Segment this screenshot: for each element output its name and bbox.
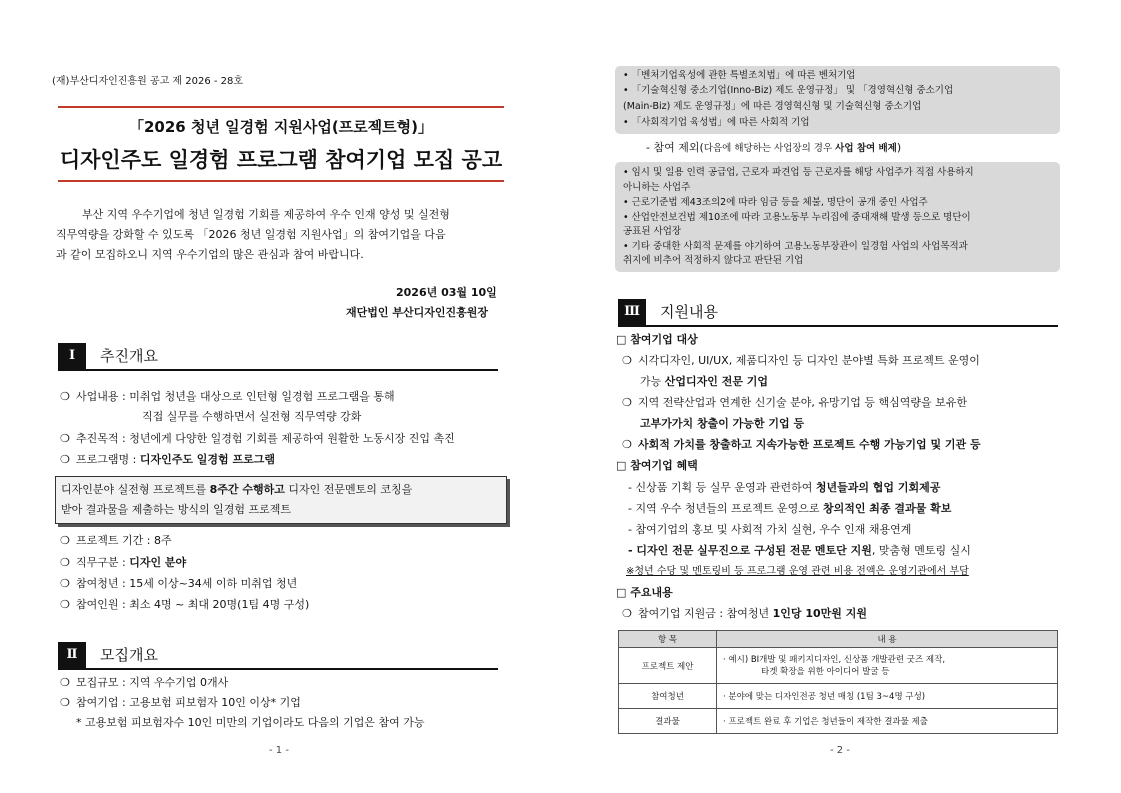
table-cell-content — [717, 648, 1058, 684]
overview-item-headcount: ❍ 참여인원 : 최소 4명 ~ 최대 20명(1팀 4명 구성) — [60, 598, 310, 611]
excluded-line-5: 공표된 사업장 — [623, 226, 682, 237]
excluded-line-6: • 기타 중대한 사회적 문제를 야기하여 고용노동부장관이 일경험 사업의 사업목적과 — [623, 241, 968, 252]
hollow-circle-icon: ❍ — [60, 676, 70, 689]
excluded-line-1: • 임시 및 일용 인력 공급업, 근로자 파견업 등 근로자를 해당 사업주가 직접 사용하지 — [623, 167, 974, 178]
page-number-1: - 1 - — [269, 745, 289, 756]
recruit-item-scale: ❍ 모집규모 : 지역 우수기업 0개사 — [60, 676, 229, 689]
table-cell-content: · 분야에 맞는 디자인전공 청년 매칭 (1팀 3~4명 구성) — [717, 684, 1058, 709]
support-table — [618, 630, 1058, 734]
hollow-circle-icon: ❍ — [60, 432, 70, 445]
hollow-circle-icon: ❍ — [60, 696, 70, 709]
recruit-note: * 고용보험 피보험자수 10인 미만의 기업이라도 다음의 기업은 참여 가능 — [76, 716, 425, 729]
hollow-circle-icon: ❍ — [60, 598, 70, 611]
title-line-2: 디자인주도 일경험 프로그램 참여기업 모집 공고 — [59, 148, 503, 172]
page-2 — [560, 0, 1121, 793]
table-header-content: 내 용 — [717, 631, 1058, 648]
cost-note: ※청년 수당 및 멘토링비 등 프로그램 운영 관련 비용 전액은 운영기관에서 부담 — [626, 566, 969, 577]
eligible-line-4: • 「사회적기업 육성법」에 따른 사회적 기업 — [623, 117, 810, 128]
overview-item-content: ❍ 사업내용 : 미취업 청년을 대상으로 인턴형 일경험 프로그램을 통해 — [60, 390, 395, 403]
hollow-circle-icon: ❍ — [622, 396, 632, 409]
hollow-circle-icon: ❍ — [622, 607, 632, 620]
notice-number: (재)부산디자인진흥원 공고 제 2026 - 28호 — [52, 76, 244, 87]
target-item-2-cont: 고부가가치 창출이 가능한 기업 등 — [640, 417, 805, 430]
table-header-item: 항 목 — [619, 631, 717, 648]
table-cell-item: 프로젝트 제안 — [619, 648, 717, 684]
program-description-line-2: 받아 결과물을 제출하는 방식의 일경험 프로젝트 — [61, 503, 292, 516]
excluded-line-4: • 산업안전보건법 제10조에 따라 고용노동부 누리집에 중대재해 발생 등으로 명단이 — [623, 212, 971, 223]
program-description-line-1: 디자인분야 실전형 프로젝트를 8주간 수행하고 디자인 전문멘토의 코칭을 — [61, 483, 413, 496]
eligible-companies-box — [615, 66, 1060, 134]
eligible-line-1: • 「벤처기업육성에 관한 특별조치법」에 따른 벤처기업 — [623, 70, 856, 81]
benefit-item-3: - 참여기업의 홍보 및 사회적 가치 실현, 우수 인재 채용연계 — [628, 523, 912, 536]
notice-date: 2026년 03월 10일 — [396, 286, 497, 299]
table-cell-content-line: 타겟 확장을 위한 아이디어 발굴 등 — [761, 666, 890, 677]
recruit-item-company: ❍ 참여기업 : 고용보험 피보험자 10인 이상* 기업 — [60, 696, 301, 709]
hollow-circle-icon: ❍ — [60, 453, 70, 466]
intro-line-2: 직무역량을 강화할 수 있도록 「2026 청년 일경험 지원사업」의 참여기업을 다음 — [56, 228, 446, 241]
target-heading: □ 참여기업 대상 — [616, 333, 698, 346]
table-cell-content: · 프로젝트 완료 후 기업은 청년들이 제작한 결과물 제출 — [717, 709, 1058, 734]
table-cell-item: 참여청년 — [619, 684, 717, 709]
section-2-number: Ⅱ — [58, 642, 86, 668]
hollow-circle-icon: ❍ — [60, 577, 70, 590]
overview-item-job: ❍ 직무구분 : 디자인 분야 — [60, 556, 187, 569]
section-1-title: 추진개요 — [100, 347, 158, 365]
benefit-heading: □ 참여기업 혜택 — [616, 459, 698, 472]
overview-item-purpose: ❍ 추진목적 : 청년에게 다양한 일경험 기회를 제공하여 원활한 노동시장 진입 촉진 — [60, 432, 455, 445]
overview-item-program-name: ❍ 프로그램명 : 디자인주도 일경험 프로그램 — [60, 453, 276, 466]
excluded-companies-box — [615, 162, 1060, 272]
overview-item-youth: ❍ 참여청년 : 15세 이상~34세 이하 미취업 청년 — [60, 577, 298, 590]
hollow-circle-icon: ❍ — [622, 438, 632, 451]
title-bottom-rule — [58, 180, 504, 182]
target-item-1: ❍ 시각디자인, UI/UX, 제품디자인 등 디자인 분야별 특화 프로젝트 운영이 — [622, 354, 980, 367]
table-header-row — [619, 631, 1058, 648]
target-item-3: ❍ 사회적 가치를 창출하고 지속가능한 프로젝트 수행 가능기업 및 기관 등 — [622, 438, 981, 451]
section-1-rule — [58, 369, 498, 371]
table-row — [619, 648, 1058, 684]
program-description-box — [55, 476, 507, 524]
eligible-line-2: • 「기술혁신형 중소기업(Inno-Biz) 제도 운영규정」 및 「경영혁신형 중소기업 — [623, 85, 954, 96]
section-3-rule — [618, 325, 1058, 327]
table-cell-item: 결과물 — [619, 709, 717, 734]
overview-item-period: ❍ 프로젝트 기간 : 8주 — [60, 534, 172, 547]
hollow-circle-icon: ❍ — [60, 534, 70, 547]
eligible-line-3: (Main-Biz) 제도 운영규정」에 따른 경영혁신형 및 기술혁신형 중소기업 — [623, 101, 922, 112]
excluded-line-7: 취지에 비추어 적정하지 않다고 판단된 기업 — [623, 255, 804, 266]
hollow-circle-icon: ❍ — [60, 390, 70, 403]
benefit-item-4: - 디자인 전문 실무진으로 구성된 전문 멘토단 지원, 맞춤형 멘토링 실시 — [628, 544, 971, 557]
section-2-rule — [58, 668, 498, 670]
section-1-header — [58, 343, 498, 369]
table-cell-content-line: · 예시) BI개발 및 패키지디자인, 신상품 개발관련 굿즈 제작, — [723, 654, 946, 665]
intro-line-3: 과 같이 모집하오니 지역 우수기업의 많은 관심과 참여 바랍니다. — [56, 248, 364, 261]
intro-line-1: 부산 지역 우수기업에 청년 일경험 기회를 제공하여 우수 인재 양성 및 실전형 — [82, 208, 450, 221]
subsidy-item: ❍ 참여기업 지원금 : 참여청년 1인당 10만원 지원 — [622, 607, 867, 620]
benefit-item-1: - 신상품 기획 등 실무 운영과 관련하여 청년들과의 협업 기회제공 — [628, 481, 941, 494]
hollow-circle-icon: ❍ — [622, 354, 632, 367]
issuing-org: 재단법인 부산디자인진흥원장 — [346, 306, 488, 319]
section-1-number: Ⅰ — [58, 343, 86, 369]
table-row — [619, 709, 1058, 734]
section-2-title: 모집개요 — [100, 646, 158, 664]
exclusion-heading: - 참여 제외(다음에 해당하는 사업장의 경우 사업 참여 배제) — [646, 141, 902, 154]
hollow-circle-icon: ❍ — [60, 556, 70, 569]
section-3-number: Ⅲ — [618, 299, 646, 325]
section-2-header — [58, 642, 498, 668]
page-1 — [0, 0, 560, 793]
overview-item-content-cont: 직접 실무를 수행하면서 실전형 직무역량 강화 — [142, 410, 362, 423]
excluded-line-3: • 근로기준법 제43조의2에 따라 임금 등을 체불, 명단이 공개 중인 사업주 — [623, 197, 928, 208]
benefit-item-2: - 지역 우수 청년들의 프로젝트 운영으로 창의적인 최종 결과물 확보 — [628, 502, 952, 515]
target-item-2: ❍ 지역 전략산업과 연계한 신기술 분야, 유망기업 등 핵심역량을 보유한 — [622, 396, 967, 409]
section-3-header — [618, 299, 1058, 325]
target-item-1-cont: 가능 산업디자인 전문 기업 — [640, 375, 769, 388]
main-content-heading: □ 주요내용 — [616, 586, 673, 599]
title-top-rule — [58, 106, 504, 108]
section-3-title: 지원내용 — [660, 303, 718, 321]
page-number-2: - 2 - — [830, 745, 850, 756]
excluded-line-2: 아니하는 사업주 — [623, 182, 691, 193]
table-row — [619, 684, 1058, 709]
title-line-1: 「2026 청년 일경험 지원사업(프로젝트형)」 — [129, 118, 433, 136]
